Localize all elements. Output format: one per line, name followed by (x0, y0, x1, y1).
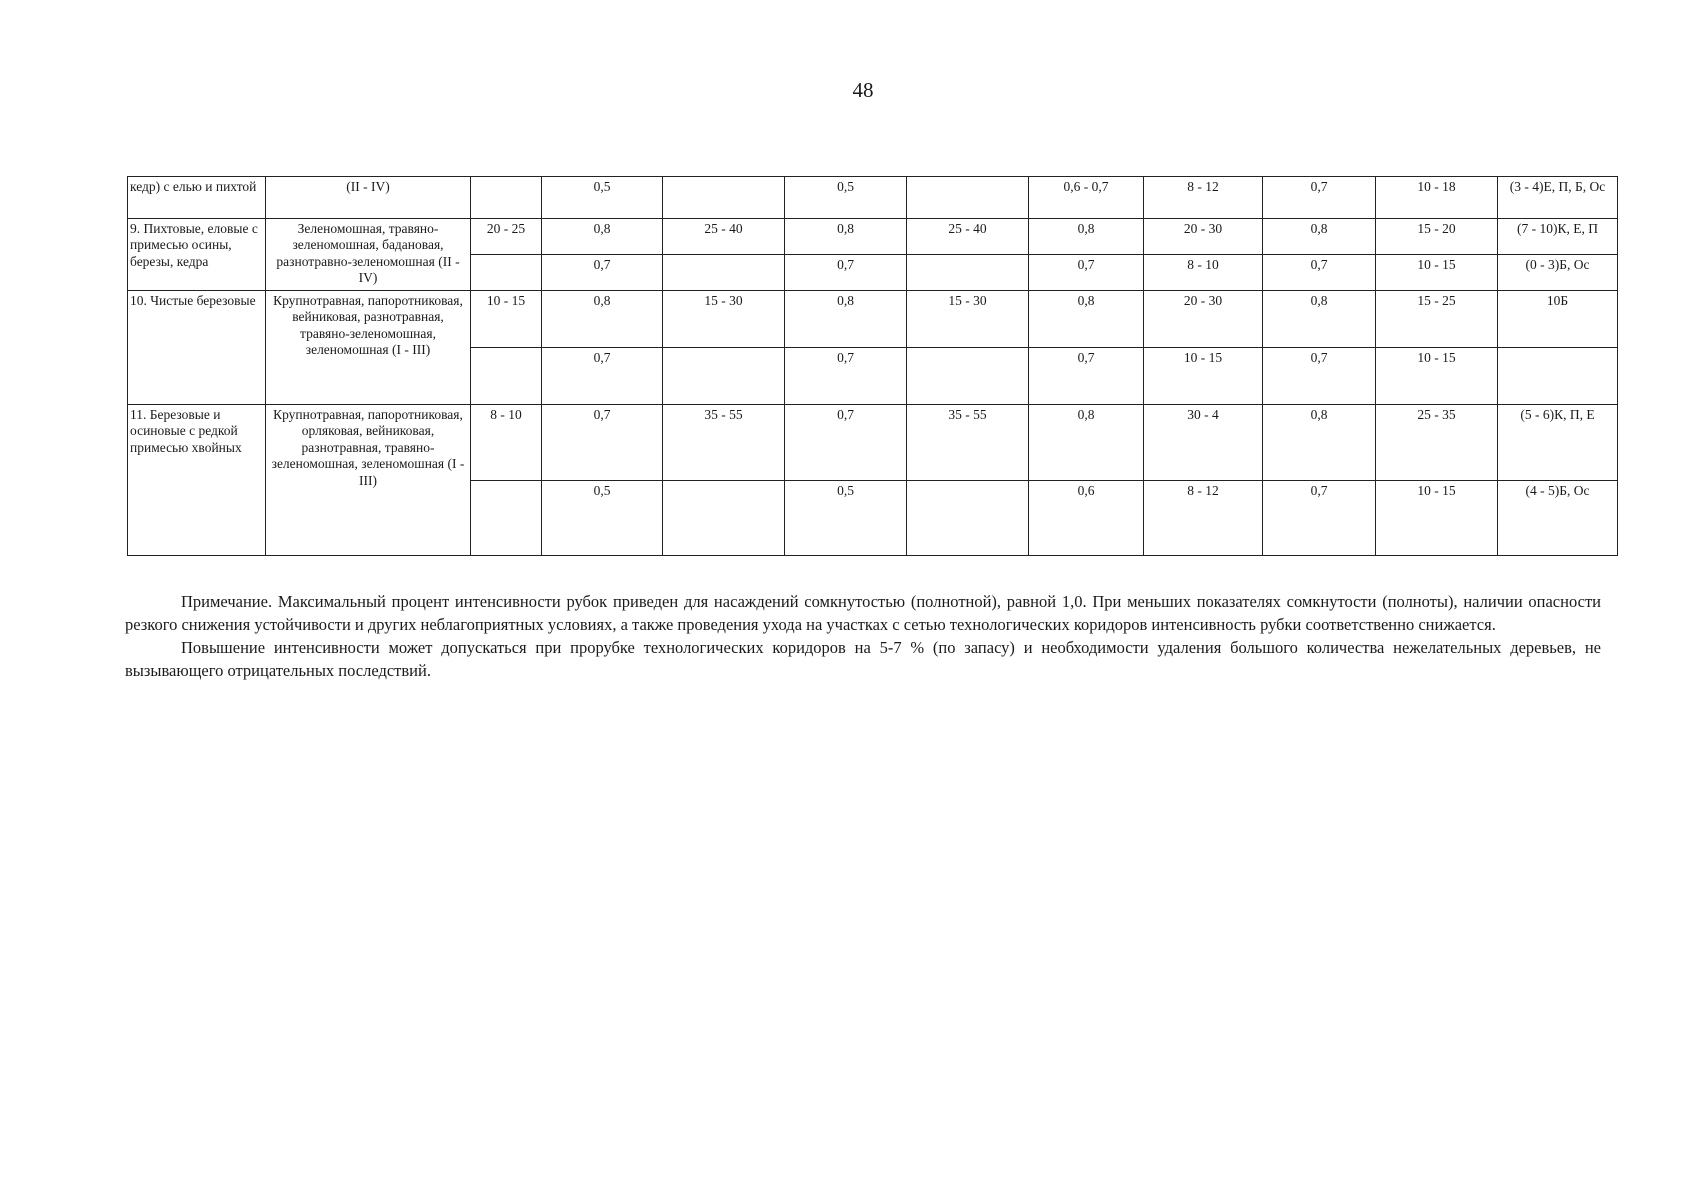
cell: 0,8 (542, 219, 663, 255)
species-cell: 11. Березовые и осиновые с редкой примесью хвойных (128, 405, 266, 556)
cell: 0,7 (1263, 177, 1376, 219)
cell: 10 - 15 (1144, 348, 1263, 405)
species-cell: кедр) с елью и пихтой (128, 177, 266, 219)
table-row (128, 405, 1618, 481)
cell: 0,7 (785, 255, 907, 291)
cell: 10 - 15 (1376, 255, 1498, 291)
composition-cell: (7 - 10)К, Е, П (1498, 219, 1618, 255)
cell: 8 - 12 (1144, 481, 1263, 556)
cell: 0,8 (542, 291, 663, 348)
cell (663, 348, 785, 405)
cell: 30 - 4 (1144, 405, 1263, 481)
composition-cell: (5 - 6)К, П, Е (1498, 405, 1618, 481)
cell (471, 348, 542, 405)
cell: 10 - 15 (471, 291, 542, 348)
cell: 0,8 (1029, 291, 1144, 348)
cell: 0,7 (1263, 255, 1376, 291)
cell: 0,7 (542, 405, 663, 481)
cell: 0,7 (1263, 348, 1376, 405)
composition-cell: (0 - 3)Б, Ос (1498, 255, 1618, 291)
cell: 15 - 25 (1376, 291, 1498, 348)
cell: 0,7 (785, 405, 907, 481)
cell: 0,6 - 0,7 (1029, 177, 1144, 219)
composition-cell: (4 - 5)Б, Ос (1498, 481, 1618, 556)
cell: 35 - 55 (907, 405, 1029, 481)
cell (907, 255, 1029, 291)
cell: 35 - 55 (663, 405, 785, 481)
cell: 15 - 30 (663, 291, 785, 348)
cell: 0,7 (1029, 255, 1144, 291)
forest-type-cell: Крупнотравная, папоротниковая, вейниковая, разнотравная, травяно-зеленомошная, зеленомошная (I - III) (266, 291, 471, 405)
cell: 0,7 (542, 255, 663, 291)
cell: 10 - 18 (1376, 177, 1498, 219)
cell (907, 177, 1029, 219)
cell: 0,5 (542, 481, 663, 556)
cell: 0,7 (1029, 348, 1144, 405)
cell: 0,5 (785, 177, 907, 219)
forest-type-cell: Крупнотравная, папоротниковая, орляковая, вейниковая, разнотравная, травяно-зеленомошная, зеленомошная (I - III) (266, 405, 471, 556)
cell: 25 - 40 (907, 219, 1029, 255)
note-paragraph: Примечание. Максимальный процент интенсивности рубок приведен для насаждений сомкнутостью (полнотной), равной 1,0. При меньших показателях сомкнутости (полноты), наличии опасности резкого снижения устойчивости и других неблагоприятных условиях, а также проведения ухода на участках с сетью технологических коридоров интенсивность рубки соответственно снижается. (125, 592, 1601, 634)
cell: 15 - 20 (1376, 219, 1498, 255)
cell (471, 481, 542, 556)
composition-cell (1498, 348, 1618, 405)
cell (907, 348, 1029, 405)
cell: 20 - 25 (471, 219, 542, 255)
cell: 20 - 30 (1144, 219, 1263, 255)
cell: 0,7 (1263, 481, 1376, 556)
species-cell: 10. Чистые березовые (128, 291, 266, 405)
composition-cell: 10Б (1498, 291, 1618, 348)
cell: 0,7 (785, 348, 907, 405)
cell: 0,5 (785, 481, 907, 556)
cell (907, 481, 1029, 556)
cell: 8 - 10 (471, 405, 542, 481)
cell (471, 255, 542, 291)
cell: 0,8 (785, 219, 907, 255)
cell: 20 - 30 (1144, 291, 1263, 348)
cell: 0,6 (1029, 481, 1144, 556)
cell (663, 481, 785, 556)
composition-cell: (3 - 4)Е, П, Б, Ос (1498, 177, 1618, 219)
cell: 0,8 (1263, 219, 1376, 255)
cell (663, 177, 785, 219)
cell: 8 - 10 (1144, 255, 1263, 291)
page-number: 48 (852, 78, 874, 102)
cell: 0,8 (1263, 405, 1376, 481)
cell: 10 - 15 (1376, 348, 1498, 405)
note-paragraph: Повышение интенсивности может допускаться при прорубке технологических коридоров на 5-7 % (по запасу) и необходимости удаления большого количества нежелательных деревьев, не вызывающего отрицательных последствий. (125, 638, 1601, 680)
cell: 8 - 12 (1144, 177, 1263, 219)
table-row (128, 219, 1618, 255)
table-note (125, 590, 1601, 682)
cell: 0,8 (1029, 219, 1144, 255)
cell: 0,8 (1263, 291, 1376, 348)
cell: 0,5 (542, 177, 663, 219)
cell (471, 177, 542, 219)
cell: 25 - 40 (663, 219, 785, 255)
thinning-intensity-table (127, 176, 1618, 556)
cell: 10 - 15 (1376, 481, 1498, 556)
cell (663, 255, 785, 291)
forest-type-cell: Зеленомошная, травяно-зеленомошная, бадановая, разнотравно-зеленомошная (II - IV) (266, 219, 471, 291)
cell: 0,8 (785, 291, 907, 348)
cell: 25 - 35 (1376, 405, 1498, 481)
cell: 15 - 30 (907, 291, 1029, 348)
species-cell: 9. Пихтовые, еловые с примесью осины, березы, кедра (128, 219, 266, 291)
cell: 0,7 (542, 348, 663, 405)
table-row (128, 291, 1618, 348)
forest-type-cell: (II - IV) (266, 177, 471, 219)
table-row (128, 177, 1618, 219)
cell: 0,8 (1029, 405, 1144, 481)
